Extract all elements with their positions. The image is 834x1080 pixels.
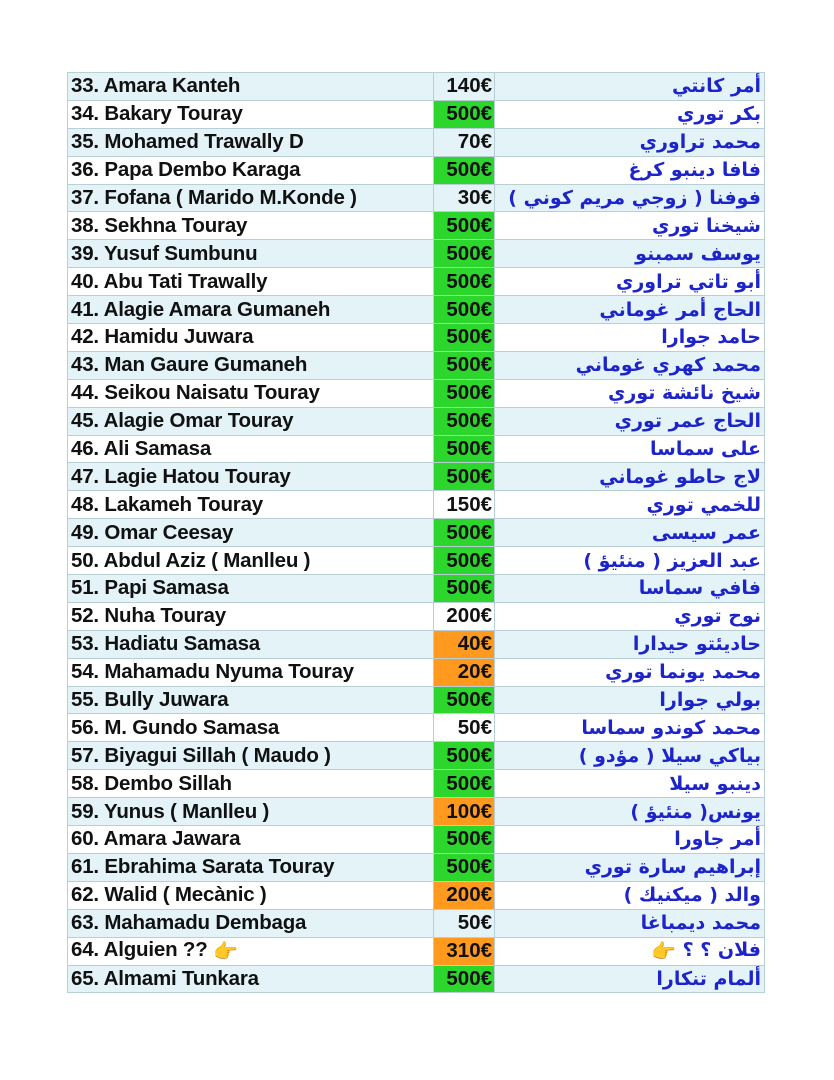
- amount-cell: 30€: [434, 184, 495, 212]
- table-row: [68, 184, 765, 212]
- latin-name: 61. Ebrahima Sarata Touray: [71, 855, 335, 879]
- arabic-name-cell: والد ( ميكنيك ): [495, 881, 765, 909]
- table-row: [68, 463, 765, 491]
- table-row: [68, 519, 765, 547]
- arabic-name-cell: على سماسا: [495, 435, 765, 463]
- amount-cell: 500€: [434, 547, 495, 575]
- latin-name-cell: [68, 881, 434, 909]
- amount-cell: 50€: [434, 909, 495, 937]
- table-row: [68, 658, 765, 686]
- table-row: [68, 128, 765, 156]
- arabic-name-cell: بولي جوارا: [495, 686, 765, 714]
- latin-name: 45. Alagie Omar Touray: [71, 409, 294, 433]
- amount-cell: 40€: [434, 630, 495, 658]
- arabic-name-cell: لاج حاطو غوماني: [495, 463, 765, 491]
- arabic-name-cell: الحاج عمر توري: [495, 407, 765, 435]
- latin-name: 42. Hamidu Juwara: [71, 325, 254, 349]
- latin-name-cell: [68, 407, 434, 435]
- arabic-name-cell: فافي سماسا: [495, 575, 765, 603]
- latin-name: 57. Biyagui Sillah ( Maudo ): [71, 743, 331, 767]
- latin-name: 65. Almami Tunkara: [71, 966, 259, 990]
- arabic-name-cell: عبد العزيز ( منئيؤ ): [495, 547, 765, 575]
- latin-name: 39. Yusuf Sumbunu: [71, 241, 258, 265]
- amount-cell: 500€: [434, 826, 495, 854]
- amount-cell: 500€: [434, 435, 495, 463]
- latin-name-cell: [68, 463, 434, 491]
- amount-cell: 500€: [434, 686, 495, 714]
- latin-name-cell: [68, 100, 434, 128]
- latin-name-cell: [68, 602, 434, 630]
- latin-name-cell: [68, 212, 434, 240]
- amount-cell: 100€: [434, 798, 495, 826]
- arabic-name-cell: حاديئتو حيدارا: [495, 630, 765, 658]
- arabic-name-cell: [495, 937, 765, 965]
- arabic-name-cell: محمد كهري غوماني: [495, 351, 765, 379]
- amount-cell: 500€: [434, 463, 495, 491]
- arabic-name-cell: نوح توري: [495, 602, 765, 630]
- hand-pointing-right-icon: 👉: [213, 941, 238, 964]
- latin-name-cell: [68, 714, 434, 742]
- latin-name: 48. Lakameh Touray: [71, 492, 263, 516]
- arabic-name-cell: الحاج أمر غوماني: [495, 296, 765, 324]
- arabic-name-cell: محمد يونما توري: [495, 658, 765, 686]
- table-row: [68, 853, 765, 881]
- table-row: [68, 491, 765, 519]
- amount-cell: 150€: [434, 491, 495, 519]
- latin-name: 53. Hadiatu Samasa: [71, 632, 260, 656]
- hand-pointing-right-icon: 👉: [651, 939, 677, 964]
- latin-name-cell: [68, 909, 434, 937]
- amount-cell: 500€: [434, 965, 495, 993]
- latin-name-cell: [68, 379, 434, 407]
- amount-cell: 500€: [434, 407, 495, 435]
- latin-name-cell: [68, 686, 434, 714]
- latin-name: 47. Lagie Hatou Touray: [71, 464, 291, 488]
- latin-name: 52. Nuha Touray: [71, 604, 226, 628]
- table-row: [68, 351, 765, 379]
- latin-name: 58. Dembo Sillah: [71, 771, 232, 795]
- latin-name-cell: [68, 798, 434, 826]
- arabic-name: فلان ؟ ؟: [682, 939, 761, 962]
- latin-name-cell: [68, 519, 434, 547]
- amount-cell: 310€: [434, 937, 495, 965]
- amount-cell: 50€: [434, 714, 495, 742]
- latin-name-cell: [68, 296, 434, 324]
- amount-cell: 140€: [434, 73, 495, 101]
- latin-name: 33. Amara Kanteh: [71, 74, 241, 98]
- amount-cell: 500€: [434, 100, 495, 128]
- table-row: [68, 547, 765, 575]
- table-row: [68, 630, 765, 658]
- latin-name: 38. Sekhna Touray: [71, 213, 248, 237]
- amount-cell: 500€: [434, 742, 495, 770]
- latin-name-cell: [68, 547, 434, 575]
- amount-cell: 500€: [434, 575, 495, 603]
- latin-name-cell: [68, 853, 434, 881]
- latin-name: 60. Amara Jawara: [71, 827, 241, 851]
- arabic-name-cell: دينبو سيلا: [495, 770, 765, 798]
- latin-name: 55. Bully Juwara: [71, 688, 229, 712]
- table-row: [68, 742, 765, 770]
- latin-name: 35. Mohamed Trawally D: [71, 130, 304, 154]
- arabic-name-cell: يونس( منئيؤ ): [495, 798, 765, 826]
- table-row: [68, 937, 765, 965]
- latin-name-cell: [68, 965, 434, 993]
- amount-cell: 500€: [434, 212, 495, 240]
- latin-name-cell: [68, 770, 434, 798]
- arabic-name-cell: عمر سيسى: [495, 519, 765, 547]
- latin-name-cell: [68, 826, 434, 854]
- table-row: [68, 212, 765, 240]
- latin-name-cell: [68, 324, 434, 352]
- arabic-name-cell: ألمام تنكارا: [495, 965, 765, 993]
- latin-name-cell: [68, 268, 434, 296]
- arabic-name-cell: بكر توري: [495, 100, 765, 128]
- latin-name-cell: [68, 128, 434, 156]
- latin-name-cell: [68, 575, 434, 603]
- latin-name: 63. Mahamadu Dembaga: [71, 911, 307, 935]
- table-row: [68, 240, 765, 268]
- table-row: [68, 100, 765, 128]
- latin-name: 34. Bakary Touray: [71, 102, 243, 126]
- latin-name-cell: [68, 73, 434, 101]
- amount-cell: 500€: [434, 240, 495, 268]
- amount-cell: 500€: [434, 351, 495, 379]
- latin-name: 36. Papa Dembo Karaga: [71, 158, 301, 182]
- latin-name-cell: [68, 742, 434, 770]
- arabic-name-cell: أمر جاورا: [495, 826, 765, 854]
- latin-name: 62. Walid ( Mecànic ): [71, 883, 267, 907]
- latin-name-cell: [68, 937, 434, 965]
- latin-name: 43. Man Gaure Gumaneh: [71, 353, 308, 377]
- latin-name: 56. M. Gundo Samasa: [71, 715, 280, 739]
- table-row: [68, 407, 765, 435]
- arabic-name-cell: أمر كانتي: [495, 73, 765, 101]
- latin-name-cell: [68, 240, 434, 268]
- table-row: [68, 881, 765, 909]
- table-row: [68, 770, 765, 798]
- arabic-name-cell: فوفنا ( زوجي مريم كوني ): [495, 184, 765, 212]
- table-row: [68, 156, 765, 184]
- table-row: [68, 909, 765, 937]
- latin-name-cell: [68, 351, 434, 379]
- latin-name: 54. Mahamadu Nyuma Touray: [71, 660, 354, 684]
- latin-name: 40. Abu Tati Trawally: [71, 269, 268, 293]
- latin-name: 51. Papi Samasa: [71, 576, 229, 600]
- arabic-name-cell: محمد تراوري: [495, 128, 765, 156]
- donations-table: [67, 72, 765, 993]
- arabic-name-cell: محمد ديمباغا: [495, 909, 765, 937]
- amount-cell: 200€: [434, 881, 495, 909]
- arabic-name-cell: بياكي سيلا ( مؤدو ): [495, 742, 765, 770]
- latin-name-cell: [68, 156, 434, 184]
- arabic-name-cell: يوسف سمبنو: [495, 240, 765, 268]
- amount-cell: 500€: [434, 519, 495, 547]
- latin-name-cell: [68, 435, 434, 463]
- latin-name-cell: [68, 658, 434, 686]
- table-row: [68, 73, 765, 101]
- amount-cell: 500€: [434, 770, 495, 798]
- table-row: [68, 324, 765, 352]
- table-row: [68, 826, 765, 854]
- arabic-name-cell: للخمي توري: [495, 491, 765, 519]
- arabic-name-cell: فافا دينبو كرغ: [495, 156, 765, 184]
- arabic-name-cell: شيخ نائشة توري: [495, 379, 765, 407]
- table-row: [68, 268, 765, 296]
- table-row: [68, 379, 765, 407]
- arabic-name-cell: إبراهيم سارة توري: [495, 853, 765, 881]
- amount-cell: 500€: [434, 379, 495, 407]
- latin-name: 41. Alagie Amara Gumaneh: [71, 297, 331, 321]
- amount-cell: 70€: [434, 128, 495, 156]
- table-row: [68, 435, 765, 463]
- latin-name-cell: [68, 184, 434, 212]
- table-row: [68, 686, 765, 714]
- table-body: [68, 73, 765, 993]
- latin-name: 59. Yunus ( Manlleu ): [71, 799, 270, 823]
- arabic-name-cell: أبو تاتي تراوري: [495, 268, 765, 296]
- latin-name-cell: [68, 630, 434, 658]
- table-row: [68, 602, 765, 630]
- table-row: [68, 965, 765, 993]
- latin-name-cell: [68, 491, 434, 519]
- table-row: [68, 798, 765, 826]
- latin-name: 46. Ali Samasa: [71, 437, 212, 461]
- amount-cell: 500€: [434, 296, 495, 324]
- amount-cell: 500€: [434, 853, 495, 881]
- amount-cell: 500€: [434, 156, 495, 184]
- latin-name: 37. Fofana ( Marido M.Konde ): [71, 186, 357, 209]
- arabic-name-cell: حامد جوارا: [495, 324, 765, 352]
- amount-cell: 200€: [434, 602, 495, 630]
- arabic-name-cell: شيخنا توري: [495, 212, 765, 240]
- table-row: [68, 575, 765, 603]
- amount-cell: 20€: [434, 658, 495, 686]
- latin-name: 44. Seikou Naisatu Touray: [71, 381, 320, 405]
- amount-cell: 500€: [434, 324, 495, 352]
- amount-cell: 500€: [434, 268, 495, 296]
- latin-name: 50. Abdul Aziz ( Manlleu ): [71, 548, 311, 572]
- table-row: [68, 296, 765, 324]
- table-row: [68, 714, 765, 742]
- latin-name: 49. Omar Ceesay: [71, 520, 234, 544]
- arabic-name-cell: محمد كوندو سماسا: [495, 714, 765, 742]
- latin-name: 64. Alguien ??: [71, 938, 208, 962]
